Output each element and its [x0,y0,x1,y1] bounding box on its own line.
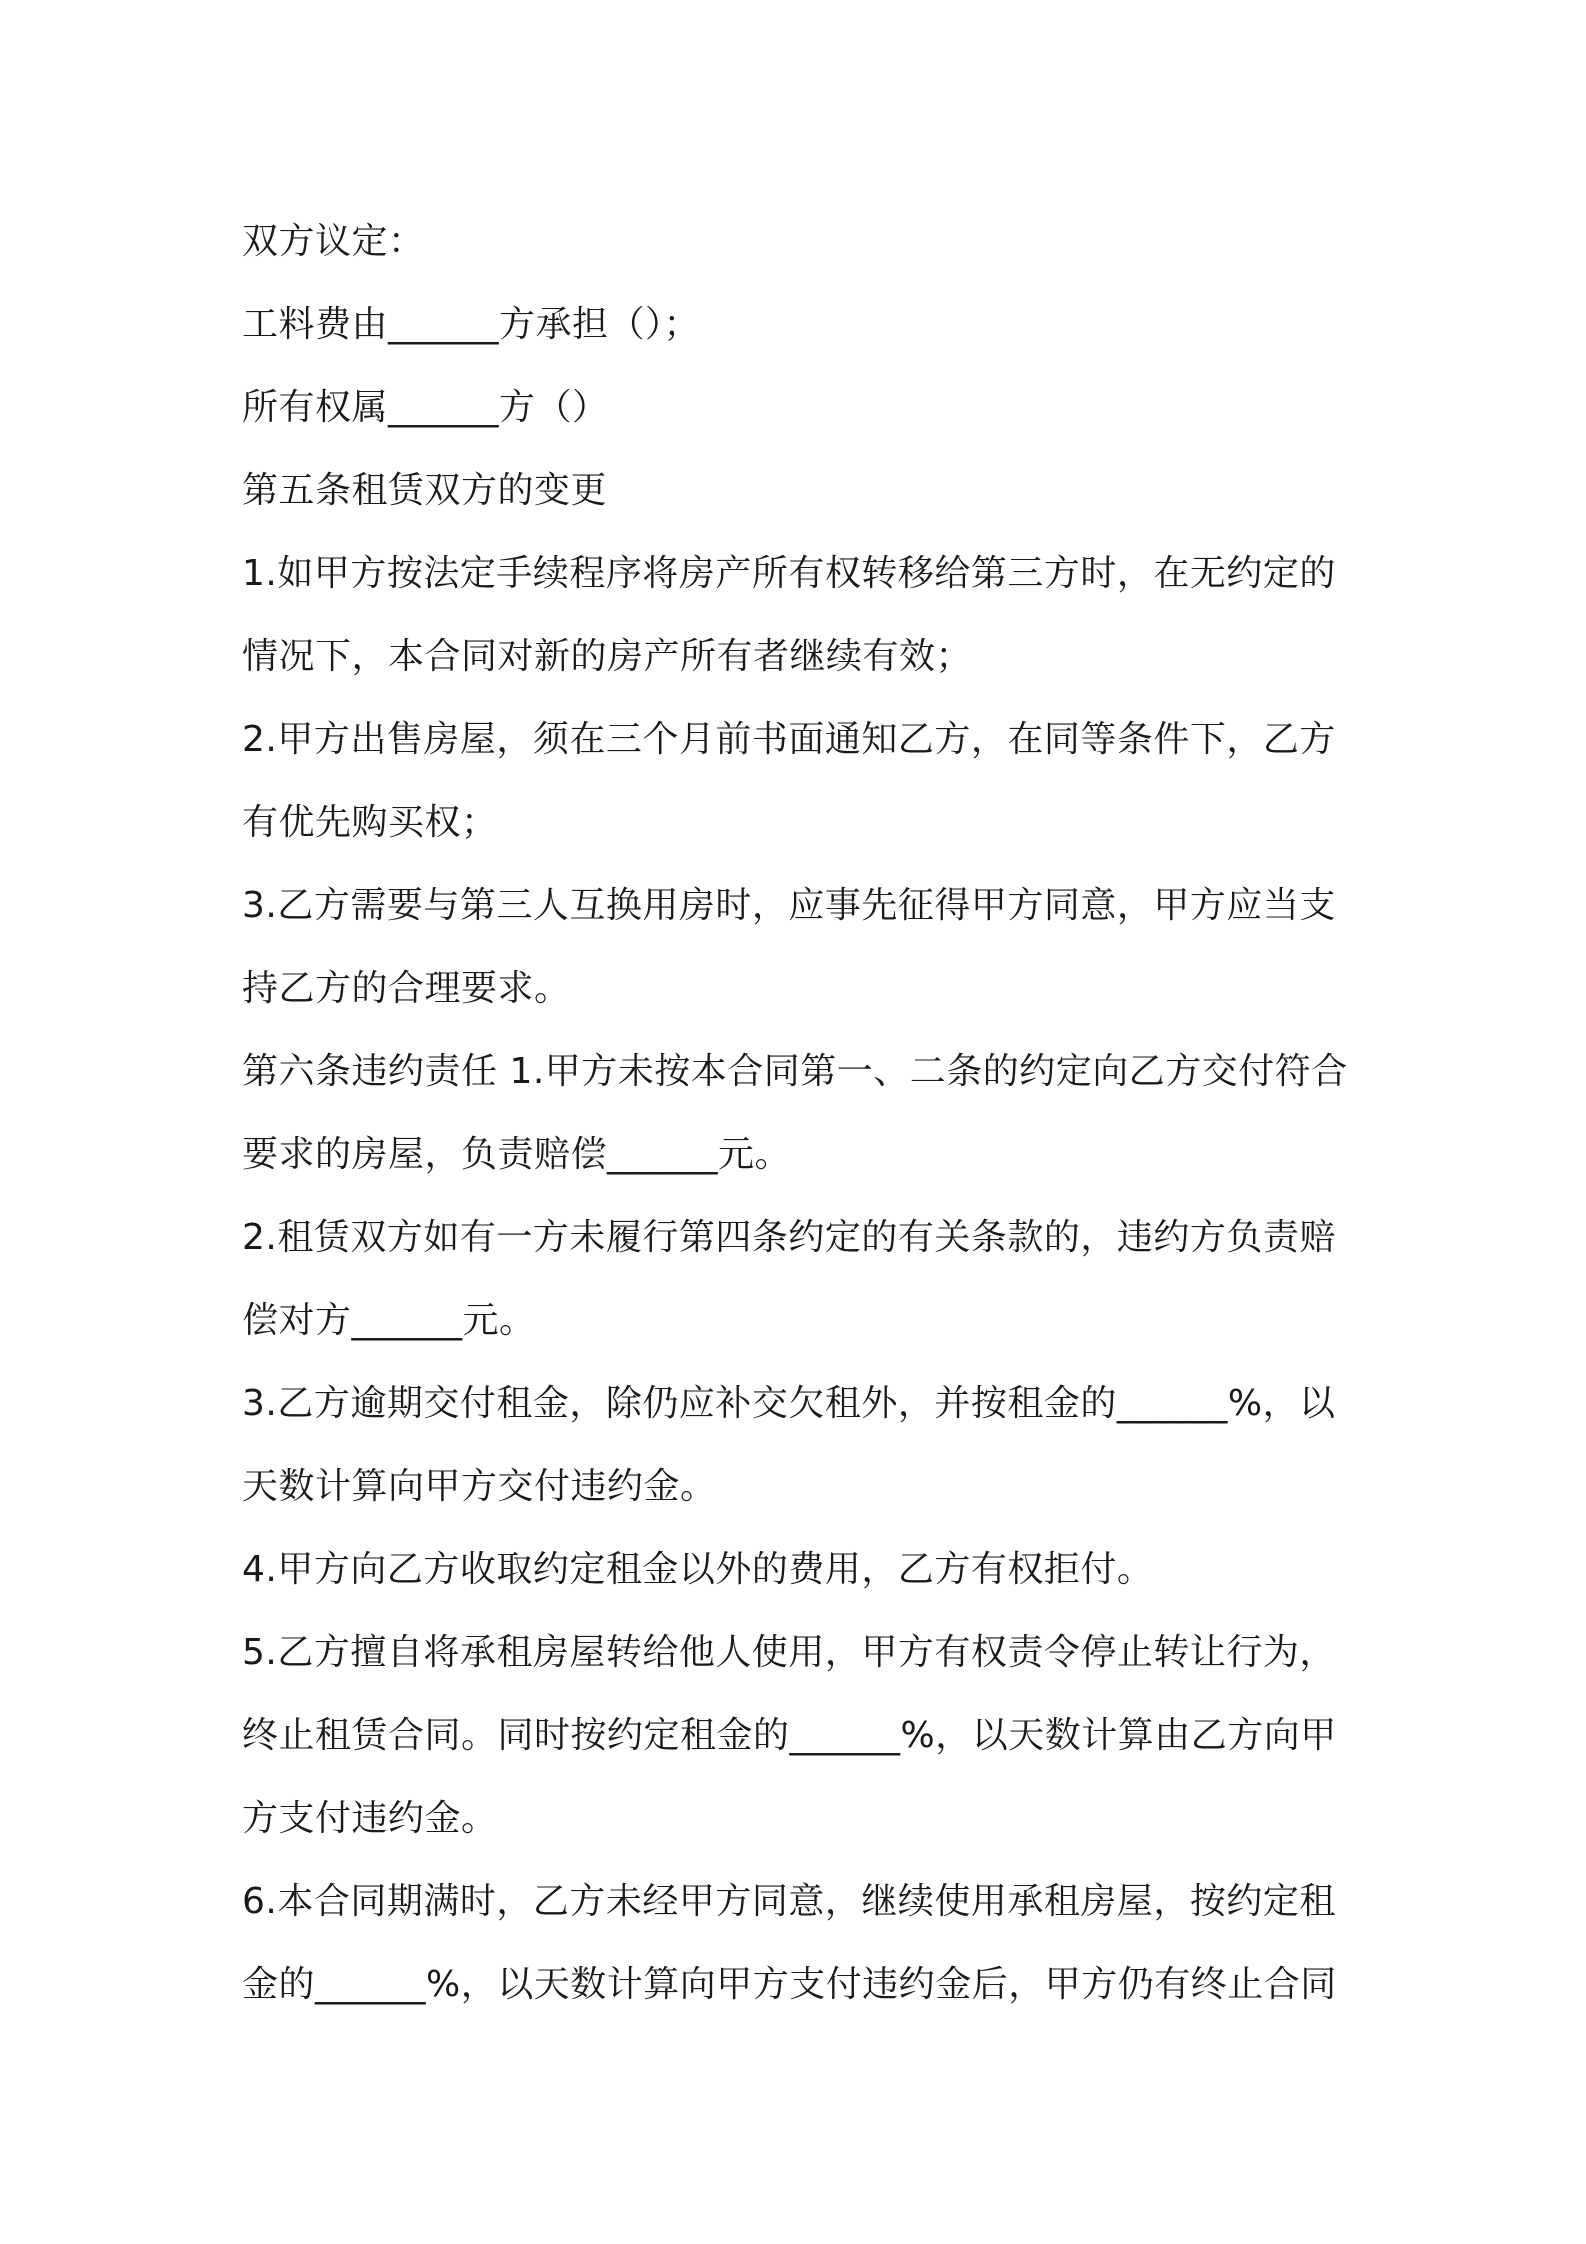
text-line: 双方议定： [242,221,425,262]
text-line: 情况下，本合同对新的房产所有者继续有效； [242,636,973,677]
text-line: 5.乙方擅自将承租房屋转给他人使用，甲方有权责令停止转让行为， [242,1632,1336,1673]
text-line: 有优先购买权； [242,802,498,843]
text-line: 3.乙方逾期交付租金，除仍应补交欠租外，并按租金的______%，以 [242,1383,1336,1424]
section-heading: 第五条租赁双方的变更 [242,470,608,511]
text-line: 方支付违约金。 [242,1798,498,1839]
text-line: 金的______%，以天数计算向甲方支付违约金后，甲方仍有终止合同 [242,1964,1337,2005]
text-line: 4.甲方向乙方收取约定租金以外的费用，乙方有权拒付。 [242,1549,1154,1590]
text-line: 2.甲方出售房屋，须在三个月前书面通知乙方，在同等条件下，乙方 [242,719,1336,760]
text-line: 工料费由______方承担（）； [242,304,701,345]
text-line: 1.如甲方按法定手续程序将房产所有权转移给第三方时，在无约定的 [242,553,1336,594]
text-line: 持乙方的合理要求。 [242,968,571,1009]
text-line: 天数计算向甲方交付违约金。 [242,1466,717,1507]
text-line: 2.租赁双方如有一方未履行第四条约定的有关条款的，违约方负责赔 [242,1217,1336,1258]
section-heading: 第六条违约责任 1.甲方未按本合同第一、二条的约定向乙方交付符合 [242,1051,1348,1092]
text-line: 3.乙方需要与第三人互换用房时，应事先征得甲方同意，甲方应当支 [242,885,1336,926]
text-line: 偿对方______元。 [242,1300,536,1341]
text-line: 6.本合同期满时，乙方未经甲方同意，继续使用承租房屋，按约定租 [242,1881,1336,1922]
text-line: 终止租赁合同。同时按约定租金的______%，以天数计算由乙方向甲 [242,1715,1337,1756]
text-line: 要求的房屋，负责赔偿______元。 [242,1134,792,1175]
text-line: 所有权属______方（） [242,387,609,428]
document-body [242,200,1352,2026]
